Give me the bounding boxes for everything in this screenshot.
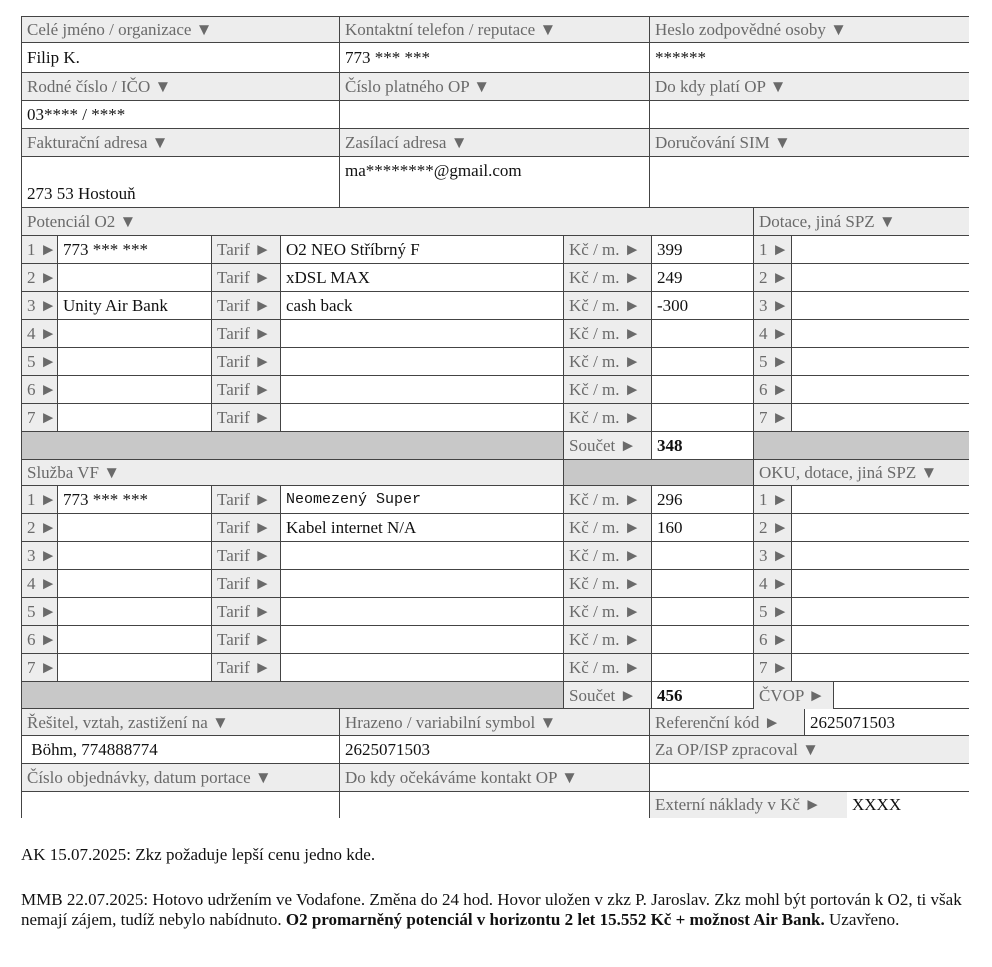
vf-row-price-label: Kč / m. ► xyxy=(564,486,652,514)
vf-row-phone[interactable]: 773 *** *** xyxy=(58,486,212,514)
shipping-address-value[interactable]: ma********@gmail.com xyxy=(340,157,650,208)
o2-row-side-value[interactable] xyxy=(792,376,969,404)
vf-row-side-number: 4 ► xyxy=(754,570,792,598)
o2-row-price[interactable] xyxy=(652,320,754,348)
vf-header-spacer xyxy=(564,460,754,486)
op-valid-label[interactable]: Do kdy platí OP ▼ xyxy=(650,73,969,101)
external-costs-value[interactable]: XXXX xyxy=(847,792,969,818)
o2-row-tarif[interactable] xyxy=(281,348,564,376)
sim-delivery-value[interactable] xyxy=(650,157,969,208)
vf-row-price-label: Kč / m. ► xyxy=(564,542,652,570)
vf-row-phone[interactable] xyxy=(58,654,212,682)
o2-row-phone[interactable] xyxy=(58,320,212,348)
vf-sum-label: Součet ► xyxy=(564,682,652,709)
vf-service-header: Služba VF ▼ xyxy=(22,460,564,486)
billing-address-label[interactable]: Fakturační adresa ▼ xyxy=(22,129,340,157)
o2-row-phone[interactable] xyxy=(58,264,212,292)
o2-row-side-number: 3 ► xyxy=(754,292,792,320)
vf-subsidy-header: OKU, dotace, jiná SPZ ▼ xyxy=(754,460,969,486)
o2-sum-side-spacer xyxy=(754,432,969,460)
o2-row-price[interactable] xyxy=(652,404,754,432)
order-number-label[interactable]: Číslo objednávky, datum portace ▼ xyxy=(22,764,340,792)
vf-row-phone[interactable] xyxy=(58,598,212,626)
phone-label[interactable]: Kontaktní telefon / reputace ▼ xyxy=(340,17,650,43)
o2-row-number: 7 ► xyxy=(22,404,58,432)
o2-row-number: 1 ► xyxy=(22,236,58,264)
vf-row-price-label: Kč / m. ► xyxy=(564,598,652,626)
shipping-address-label[interactable]: Zasílací adresa ▼ xyxy=(340,129,650,157)
note-mmb-highlight: O2 promarněný potenciál v horizontu 2 let 15.552 Kč + možnost Air Bank. xyxy=(285,910,825,929)
vf-row-price[interactable]: 160 xyxy=(652,514,754,542)
password-value[interactable]: ****** xyxy=(650,43,969,73)
o2-row-side-number: 7 ► xyxy=(754,404,792,432)
o2-row-number: 2 ► xyxy=(22,264,58,292)
vf-row-side-number: 5 ► xyxy=(754,598,792,626)
vf-row-tarif[interactable] xyxy=(281,598,564,626)
vf-row-tarif-label: Tarif ► xyxy=(212,542,281,570)
o2-row-number: 3 ► xyxy=(22,292,58,320)
o2-row-price-label: Kč / m. ► xyxy=(564,320,652,348)
vf-row-side-number: 2 ► xyxy=(754,514,792,542)
vf-row-price[interactable]: 296 xyxy=(652,486,754,514)
vf-row-number: 6 ► xyxy=(22,626,58,654)
o2-row-side-value[interactable] xyxy=(792,348,969,376)
reference-code-value[interactable]: 2625071503 xyxy=(805,709,969,736)
vf-row-tarif[interactable]: Neomezený Super xyxy=(281,486,564,514)
vf-sum-spacer xyxy=(22,682,564,709)
o2-sum-value: 348 xyxy=(652,432,754,460)
vf-row-price[interactable] xyxy=(652,542,754,570)
o2-row-price[interactable]: 249 xyxy=(652,264,754,292)
o2-row-tarif[interactable] xyxy=(281,320,564,348)
vf-row-side-value[interactable] xyxy=(792,486,969,514)
o2-row-phone[interactable]: Unity Air Bank xyxy=(58,292,212,320)
o2-row-tarif-label: Tarif ► xyxy=(212,348,281,376)
full-name-label[interactable]: Celé jméno / organizace ▼ xyxy=(22,17,340,43)
o2-row-phone[interactable]: 773 *** *** xyxy=(58,236,212,264)
o2-row-price-label: Kč / m. ► xyxy=(564,264,652,292)
vf-row-price-label: Kč / m. ► xyxy=(564,654,652,682)
vf-row-side-number: 6 ► xyxy=(754,626,792,654)
o2-row-phone[interactable] xyxy=(58,376,212,404)
vf-row-tarif[interactable]: Kabel internet N/A xyxy=(281,514,564,542)
o2-row-price-label: Kč / m. ► xyxy=(564,376,652,404)
op-number-value[interactable] xyxy=(340,101,650,129)
o2-row-side-number: 2 ► xyxy=(754,264,792,292)
vf-row-side-value[interactable] xyxy=(792,626,969,654)
o2-row-price[interactable]: 399 xyxy=(652,236,754,264)
vf-row-price-label: Kč / m. ► xyxy=(564,626,652,654)
o2-row-tarif-label: Tarif ► xyxy=(212,404,281,432)
billing-address-value[interactable]: 273 53 Hostouň xyxy=(22,157,340,208)
vf-row-number: 1 ► xyxy=(22,486,58,514)
vf-row-phone[interactable] xyxy=(58,514,212,542)
o2-row-tarif[interactable]: xDSL MAX xyxy=(281,264,564,292)
o2-row-side-value[interactable] xyxy=(792,320,969,348)
paid-value[interactable]: 2625071503 xyxy=(340,736,650,764)
vf-row-side-number: 3 ► xyxy=(754,542,792,570)
op-valid-value[interactable] xyxy=(650,101,969,129)
o2-row-tarif[interactable] xyxy=(281,376,564,404)
processed-by-value[interactable] xyxy=(650,764,969,792)
note-mmb-text: MMB 22.07.2025: Hotovo udržením ve Vodafone. Změna do 24 hod. Hovor uložen v zkz P. Jaroslav. Zkz mohl být portován k O2, ti však nemají zájem, tudíž nebylo nabídnuto. xyxy=(21,890,962,929)
vf-row-price[interactable] xyxy=(652,654,754,682)
o2-row-tarif-label: Tarif ► xyxy=(212,320,281,348)
vf-row-tarif-label: Tarif ► xyxy=(212,570,281,598)
solver-value[interactable]: Böhm, 774888774 xyxy=(22,736,340,764)
vf-row-price-label: Kč / m. ► xyxy=(564,570,652,598)
o2-row-tarif[interactable]: cash back xyxy=(281,292,564,320)
phone-value[interactable]: 773 *** *** xyxy=(340,43,650,73)
o2-row-phone[interactable] xyxy=(58,404,212,432)
vf-row-number: 7 ► xyxy=(22,654,58,682)
o2-row-number: 4 ► xyxy=(22,320,58,348)
service-form xyxy=(21,16,969,818)
op-number-label[interactable]: Číslo platného OP ▼ xyxy=(340,73,650,101)
order-number-value[interactable] xyxy=(22,792,340,818)
password-label[interactable]: Heslo zodpovědné osoby ▼ xyxy=(650,17,969,43)
o2-row-price-label: Kč / m. ► xyxy=(564,348,652,376)
vf-row-side-value[interactable] xyxy=(792,654,969,682)
vf-row-side-number: 7 ► xyxy=(754,654,792,682)
o2-row-price[interactable] xyxy=(652,376,754,404)
o2-row-price[interactable]: -300 xyxy=(652,292,754,320)
o2-sum-spacer xyxy=(22,432,564,460)
vf-row-phone[interactable] xyxy=(58,626,212,654)
vf-row-side-value[interactable] xyxy=(792,542,969,570)
o2-row-price[interactable] xyxy=(652,348,754,376)
o2-row-tarif-label: Tarif ► xyxy=(212,236,281,264)
vf-row-price-label: Kč / m. ► xyxy=(564,514,652,542)
vf-row-number: 5 ► xyxy=(22,598,58,626)
vf-row-side-value[interactable] xyxy=(792,514,969,542)
o2-row-price-label: Kč / m. ► xyxy=(564,236,652,264)
birth-number-label[interactable]: Rodné číslo / IČO ▼ xyxy=(22,73,340,101)
vf-row-tarif[interactable] xyxy=(281,542,564,570)
o2-row-side-value[interactable] xyxy=(792,236,969,264)
cvop-label[interactable]: ČVOP ► xyxy=(754,682,834,709)
vf-row-number: 4 ► xyxy=(22,570,58,598)
solver-label[interactable]: Řešitel, vztah, zastižení na ▼ xyxy=(22,709,340,736)
vf-row-tarif-label: Tarif ► xyxy=(212,486,281,514)
o2-row-tarif-label: Tarif ► xyxy=(212,292,281,320)
vf-row-phone[interactable] xyxy=(58,542,212,570)
o2-row-side-number: 5 ► xyxy=(754,348,792,376)
o2-row-phone[interactable] xyxy=(58,348,212,376)
vf-row-phone[interactable] xyxy=(58,570,212,598)
o2-row-tarif[interactable] xyxy=(281,404,564,432)
o2-row-side-value[interactable] xyxy=(792,264,969,292)
external-costs-label[interactable]: Externí náklady v Kč ► xyxy=(650,792,847,818)
vf-row-price[interactable] xyxy=(652,598,754,626)
o2-row-side-number: 1 ► xyxy=(754,236,792,264)
o2-subsidy-header: Dotace, jiná SPZ ▼ xyxy=(754,208,969,236)
o2-sum-label: Součet ► xyxy=(564,432,652,460)
vf-row-tarif-label: Tarif ► xyxy=(212,654,281,682)
vf-row-side-value[interactable] xyxy=(792,598,969,626)
vf-row-price[interactable] xyxy=(652,626,754,654)
paid-label[interactable]: Hrazeno / variabilní symbol ▼ xyxy=(340,709,650,736)
vf-row-side-value[interactable] xyxy=(792,570,969,598)
vf-row-tarif[interactable] xyxy=(281,626,564,654)
o2-row-tarif-label: Tarif ► xyxy=(212,264,281,292)
o2-row-side-value[interactable] xyxy=(792,292,969,320)
o2-row-price-label: Kč / m. ► xyxy=(564,292,652,320)
vf-row-number: 3 ► xyxy=(22,542,58,570)
o2-row-number: 6 ► xyxy=(22,376,58,404)
o2-row-side-number: 6 ► xyxy=(754,376,792,404)
vf-row-tarif-label: Tarif ► xyxy=(212,626,281,654)
vf-sum-value: 456 xyxy=(652,682,754,709)
vf-row-tarif[interactable] xyxy=(281,570,564,598)
o2-row-number: 5 ► xyxy=(22,348,58,376)
vf-row-tarif-label: Tarif ► xyxy=(212,598,281,626)
birth-number-value[interactable]: 03**** / **** xyxy=(22,101,340,129)
note-mmb xyxy=(21,890,971,930)
cvop-value[interactable] xyxy=(834,682,969,709)
o2-potential-header: Potenciál O2 ▼ xyxy=(22,208,754,236)
vf-row-number: 2 ► xyxy=(22,514,58,542)
vf-row-tarif-label: Tarif ► xyxy=(212,514,281,542)
note-mmb-closing: Uzavřeno. xyxy=(824,910,900,929)
expected-contact-label[interactable]: Do kdy očekáváme kontakt OP ▼ xyxy=(340,764,650,792)
sim-delivery-label[interactable]: Doručování SIM ▼ xyxy=(650,129,969,157)
reference-code-label[interactable]: Referenční kód ► xyxy=(650,709,805,736)
o2-row-tarif[interactable]: O2 NEO Stříbrný F xyxy=(281,236,564,264)
processed-by-label[interactable]: Za OP/ISP zpracoval ▼ xyxy=(650,736,969,764)
expected-contact-value[interactable] xyxy=(340,792,650,818)
o2-row-side-value[interactable] xyxy=(792,404,969,432)
vf-row-price[interactable] xyxy=(652,570,754,598)
vf-row-side-number: 1 ► xyxy=(754,486,792,514)
o2-row-price-label: Kč / m. ► xyxy=(564,404,652,432)
vf-row-tarif[interactable] xyxy=(281,654,564,682)
full-name-value[interactable]: Filip K. xyxy=(22,43,340,73)
o2-row-side-number: 4 ► xyxy=(754,320,792,348)
note-ak: AK 15.07.2025: Zkz požaduje lepší cenu jedno kde. xyxy=(21,845,376,864)
o2-row-tarif-label: Tarif ► xyxy=(212,376,281,404)
